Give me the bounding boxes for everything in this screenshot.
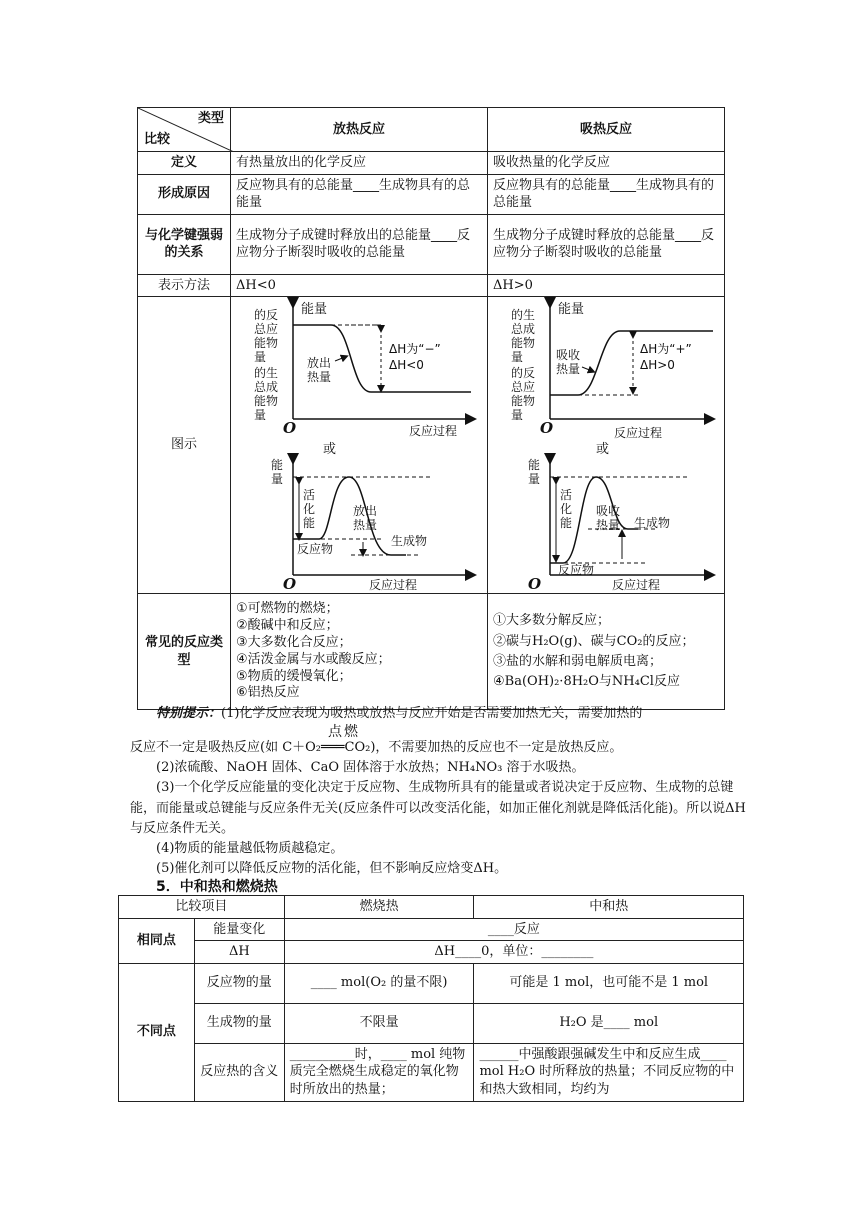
label-meaning: 反应热的含义 bbox=[194, 1043, 284, 1101]
exo-endo-comparison-table bbox=[137, 107, 725, 710]
endo2-activation-1: 活 bbox=[560, 488, 573, 503]
endo-type-item: ④Ba(OH)₂·8H₂O与NH₄Cl反应 bbox=[493, 673, 680, 689]
exo-product-total-label-4: 量 bbox=[254, 408, 267, 423]
exo-notation: ΔH<0 bbox=[231, 274, 488, 297]
exo-common-types bbox=[231, 594, 488, 710]
note-1a: (1)化学反应表现为吸热或放热与反应开始是否需要加热无关，需要加热的 bbox=[221, 706, 643, 721]
corner-compare-label: 比较 bbox=[144, 132, 171, 148]
header-combustion: 燃烧热 bbox=[284, 896, 474, 919]
exo2-product-label: 生成物 bbox=[391, 534, 428, 549]
label-same: 相同点 bbox=[119, 918, 195, 963]
endo2-origin: O bbox=[528, 575, 542, 594]
exo-type-item: ⑥铝热反应 bbox=[236, 685, 300, 701]
note-3: (3)一个化学反应能量的变化决定于反应物、生成物所具有的能量或者说决定于反应物、生成物的总键能，而能量或总键能与反应条件无关(反应条件可以改变活化能，如加正催化剂就是降低活化能)。所以说ΔH 与反应条件无关。 bbox=[130, 780, 746, 836]
endo-or: 或 bbox=[596, 442, 610, 458]
label-energy-change: 能量变化 bbox=[194, 918, 284, 941]
row-label-diagram: 图示 bbox=[138, 297, 231, 594]
header-neutralization: 中和热 bbox=[474, 896, 744, 919]
exo2-energy-2: 量 bbox=[271, 472, 284, 487]
exo-released-heat-2: 热量 bbox=[307, 370, 332, 385]
exo-type-item: ⑤物质的缓慢氧化； bbox=[236, 668, 352, 684]
endo-product-total-label-4: 量 bbox=[511, 350, 524, 365]
endo-type-item: ③盐的水解和弱电解质电离； bbox=[493, 653, 663, 669]
note-2: (2)浓硫酸、NaOH 固体、CaO 固体溶于水放热；NH₄NO₃ 溶于水吸热。 bbox=[156, 760, 585, 776]
exo-reactant-total-label-4: 量 bbox=[254, 350, 267, 365]
exo-dh-sign: ΔH为“−” bbox=[389, 342, 441, 357]
exo-bond-relation: 生成物分子成键时释放出的总能量____反应物分子断裂时吸收的总能量 bbox=[231, 214, 488, 274]
row-label-bond-relation: 与化学键强弱的关系 bbox=[138, 214, 231, 274]
neut-reactant-amount: 可能是 1 mol，也可能不是 1 mol bbox=[474, 963, 744, 1003]
exo2-process-axis-label: 反应过程 bbox=[369, 578, 418, 593]
exo-process-axis-label: 反应过程 bbox=[409, 424, 458, 439]
exo2-reactant-label: 反应物 bbox=[297, 542, 334, 557]
exo-energy-diagram bbox=[231, 297, 487, 593]
endo-reactant-total-label-4: 量 bbox=[511, 408, 524, 423]
endo2-product-label: 生成物 bbox=[634, 516, 671, 531]
endo2-activation-3: 能 bbox=[560, 516, 573, 531]
exo-dh-value: ΔH<0 bbox=[389, 358, 424, 373]
exo-energy-axis-label: 能量 bbox=[301, 302, 328, 318]
endo-product-total-label-2: 总成 bbox=[511, 322, 536, 337]
exo-released-heat-1: 放出 bbox=[307, 356, 332, 371]
corner-type-label: 类型 bbox=[197, 111, 224, 126]
section-5-title: 5．中和热和燃烧热 bbox=[156, 879, 278, 895]
endo-diagram-cell bbox=[488, 297, 725, 594]
endo-origin: O bbox=[540, 419, 554, 438]
label-reactant-amount: 反应物的量 bbox=[194, 963, 284, 1003]
endo-reactant-total-label-1: 的反 bbox=[511, 366, 536, 381]
ignite-condition: 点燃 bbox=[328, 724, 360, 741]
endo-reactant-total-label-2: 总应 bbox=[511, 380, 536, 395]
exo-released-pointer bbox=[335, 357, 345, 361]
comb-reactant-amount: ____ mol(O₂ 的量不限) bbox=[284, 963, 474, 1003]
endo-dh-value: ΔH>0 bbox=[640, 358, 675, 373]
header-item: 比较项目 bbox=[119, 896, 285, 919]
endo2-process-axis-label: 反应过程 bbox=[612, 578, 661, 593]
endo2-activation-2: 化 bbox=[560, 502, 573, 517]
exo-or: 或 bbox=[323, 442, 337, 458]
comb-meaning: __________时，____ mol 纯物质完全燃烧生成稳定的氧化物时所放出的热量； bbox=[284, 1043, 474, 1101]
header-exothermic: 放热反应 bbox=[231, 108, 488, 152]
endo-absorbed-1: 吸收 bbox=[556, 348, 581, 363]
endo-bond-relation: 生成物分子成键时释放的总能量____反应物分子断裂时吸收的总能量 bbox=[488, 214, 725, 274]
endo-process-axis-label: 反应过程 bbox=[614, 426, 663, 441]
neut-meaning: ______中强酸跟强碱发生中和反应生成____ mol H₂O 时所释放的热量；不同反应物的中和热大致相同，均约为 bbox=[474, 1043, 744, 1101]
note-4: (4)物质的能量越低物质越稳定。 bbox=[156, 840, 344, 856]
endo-notation: ΔH>0 bbox=[488, 274, 725, 297]
endo-absorbed-pointer bbox=[582, 367, 592, 371]
exo-origin: O bbox=[283, 419, 297, 438]
exo2-energy-1: 能 bbox=[271, 458, 284, 473]
label-dh: ΔH bbox=[194, 941, 284, 964]
exo2-activation-2: 化 bbox=[303, 502, 316, 517]
exo2-released-1: 放出 bbox=[353, 504, 378, 519]
exo-product-total-label-2: 总成 bbox=[254, 380, 279, 395]
notes-title: 特别提示： bbox=[156, 706, 222, 721]
endo-energy-diagram bbox=[488, 297, 724, 593]
endo-absorbed-2: 热量 bbox=[556, 362, 581, 377]
row-label-notation: 表示方法 bbox=[138, 274, 231, 297]
exo2-origin: O bbox=[283, 575, 297, 594]
heat-comparison-table bbox=[118, 895, 744, 1102]
endo2-reactant-label: 反应物 bbox=[558, 563, 595, 578]
endo-product-total-label-3: 能物 bbox=[511, 336, 536, 351]
exo-product-total-label-1: 的生 bbox=[254, 366, 279, 381]
endo2-absorbed-1: 吸收 bbox=[596, 504, 621, 519]
note-1b: 反应不一定是吸热反应(如 C＋O₂═══CO₂)，不需要加热的反应也不一定是放热反应。 bbox=[130, 740, 623, 756]
exo-cause: 反应物具有的总能量____生成物具有的总能量 bbox=[231, 174, 488, 214]
endo-type-item: ①大多数分解反应； bbox=[493, 613, 611, 629]
exo2-activation-3: 能 bbox=[303, 516, 316, 531]
energy-change-value: ____反应 bbox=[284, 918, 743, 941]
corner-cell bbox=[138, 108, 231, 152]
exo-reactant-total-label-1: 的反 bbox=[254, 308, 279, 323]
exo-type-item: ③大多数化合反应； bbox=[236, 634, 352, 650]
note-5: (5)催化剂可以降低反应物的活化能，但不影响反应焓变ΔH。 bbox=[156, 860, 508, 876]
exo2-activation-1: 活 bbox=[303, 488, 316, 503]
dh-value: ΔH____0，单位：________ bbox=[284, 941, 743, 964]
exo-type-item: ②酸碱中和反应； bbox=[236, 617, 339, 633]
endo2-energy-1: 能 bbox=[528, 458, 541, 473]
exo-type-item: ④活泼金属与水或酸反应； bbox=[236, 651, 391, 667]
header-endothermic: 吸热反应 bbox=[488, 108, 725, 152]
exo-reactant-total-label-3: 能物 bbox=[254, 336, 279, 351]
row-label-cause: 形成原因 bbox=[138, 174, 231, 214]
special-notes bbox=[130, 704, 750, 879]
endo-product-total-label-1: 的生 bbox=[511, 308, 536, 323]
endo2-absorbed-2: 热量 bbox=[596, 518, 621, 533]
exo-reactant-total-label-2: 总应 bbox=[254, 322, 279, 337]
neut-product-amount: H₂O 是____ mol bbox=[474, 1003, 744, 1043]
endo-definition: 吸收热量的化学反应 bbox=[488, 152, 725, 175]
endo2-energy-2: 量 bbox=[528, 472, 541, 487]
row-label-definition: 定义 bbox=[138, 152, 231, 175]
endo-dh-sign: ΔH为“+” bbox=[640, 342, 692, 357]
endo-type-item: ②碳与H₂O(g)、碳与CO₂的反应； bbox=[493, 633, 695, 649]
exo-definition: 有热量放出的化学反应 bbox=[231, 152, 488, 175]
exo-product-total-label-3: 能物 bbox=[254, 394, 279, 409]
exo2-released-2: 热量 bbox=[353, 518, 378, 533]
label-product-amount: 生成物的量 bbox=[194, 1003, 284, 1043]
endo-cause: 反应物具有的总能量____生成物具有的总能量 bbox=[488, 174, 725, 214]
exo-type-item: ①可燃物的燃烧； bbox=[236, 601, 339, 617]
endo-energy-axis-label: 能量 bbox=[558, 302, 585, 318]
comb-product-amount: 不限量 bbox=[284, 1003, 474, 1043]
row-label-common-types: 常见的反应类型 bbox=[138, 594, 231, 710]
exo-diagram-cell bbox=[231, 297, 488, 594]
endo-reactant-total-label-3: 能物 bbox=[511, 394, 536, 409]
endo-common-types bbox=[488, 594, 725, 710]
label-diff: 不同点 bbox=[119, 963, 195, 1101]
